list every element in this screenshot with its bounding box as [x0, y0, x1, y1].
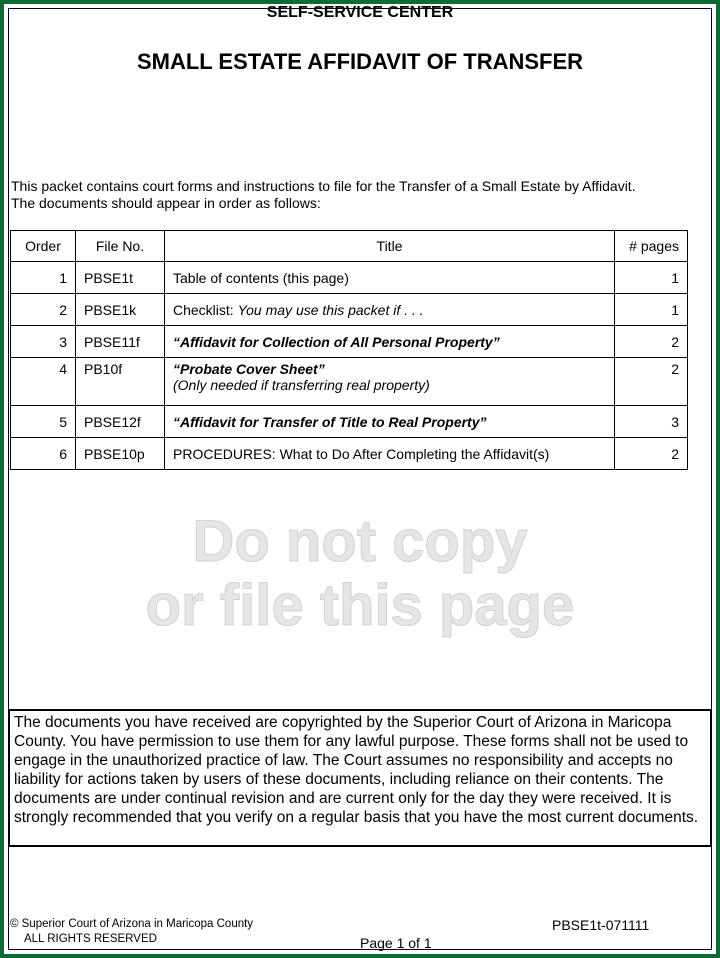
title-cell: “Affidavit for Collection of All Personal Property” — [165, 326, 615, 358]
title-text: Checklist: — [173, 301, 238, 318]
file-cell: PBSE1t — [76, 262, 165, 294]
title-text: “Probate Cover Sheet” — [173, 361, 325, 377]
page-title: SMALL ESTATE AFFIDAVIT OF TRANSFER — [136, 49, 584, 74]
pages-cell: 3 — [615, 406, 688, 438]
order-cell: 2 — [11, 294, 76, 326]
order-cell: 3 — [11, 326, 76, 358]
title-cell — [165, 358, 615, 406]
copyright-notice: The documents you have received are copyrighted by the Superior Court of Arizona in Maricopa County. You have permission to use them for any lawful purpose. These forms shall not be used to engage in the unauthorized practice of law. The Court assumes no responsibility and accepts no liability for actions taken by users of these documents, including reliance on their contents. The documents are under continual revision and are current only for the day they were received. It is strongly recommended that you verify on a regular basis that you have the most current documents. — [8, 709, 712, 847]
table-header — [11, 231, 688, 262]
order-cell: 6 — [11, 438, 76, 470]
file-cell: PB10f — [76, 358, 165, 406]
watermark-line: or file this page — [145, 573, 575, 638]
pages-cell: 2 — [615, 438, 688, 470]
intro-text — [11, 178, 636, 212]
title-italic: You may use this packet if . . . — [237, 301, 424, 318]
file-cell: PBSE10p — [76, 438, 165, 470]
file-cell: PBSE11f — [76, 326, 165, 358]
page-number: Page 1 of 1 — [360, 935, 432, 951]
pages-cell: 2 — [615, 358, 688, 406]
pages-cell: 1 — [615, 262, 688, 294]
intro-line: This packet contains court forms and instructions to file for the Transfer of a Small Estate by Affidavit. — [11, 178, 636, 194]
col-pages: # pages — [615, 231, 688, 262]
pages-cell: 1 — [615, 294, 688, 326]
table-row — [11, 358, 688, 406]
file-cell: PBSE1k — [76, 294, 165, 326]
col-title: Title — [165, 231, 615, 262]
intro-line: The documents should appear in order as follows: — [11, 195, 321, 211]
title-cell: Table of contents (this page) — [165, 262, 615, 294]
col-file: File No. — [76, 231, 165, 262]
pages-cell: 2 — [615, 326, 688, 358]
title-cell — [165, 294, 615, 326]
form-code: PBSE1t-071111 — [552, 917, 650, 933]
title-cell: PROCEDURES: What to Do After Completing the Affidavit(s) — [165, 438, 615, 470]
col-order: Order — [11, 231, 76, 262]
table-row — [11, 438, 688, 470]
documents-table — [10, 230, 688, 470]
watermark-line: Do not copy — [192, 509, 528, 574]
file-cell: PBSE12f — [76, 406, 165, 438]
order-cell: 5 — [11, 406, 76, 438]
footer-rights: ALL RIGHTS RESERVED — [24, 933, 157, 945]
footer-copyright: © Superior Court of Arizona in Maricopa County — [10, 918, 254, 930]
order-cell: 4 — [11, 358, 76, 406]
title-note: (Only needed if transferring real property) — [173, 377, 430, 393]
title-cell: “Affidavit for Transfer of Title to Real Property” — [165, 406, 615, 438]
table-row — [11, 262, 688, 294]
table-row — [11, 294, 688, 326]
table-row — [11, 326, 688, 358]
order-cell: 1 — [11, 262, 76, 294]
table-row — [11, 406, 688, 438]
center-heading: SELF-SERVICE CENTER — [266, 4, 454, 21]
